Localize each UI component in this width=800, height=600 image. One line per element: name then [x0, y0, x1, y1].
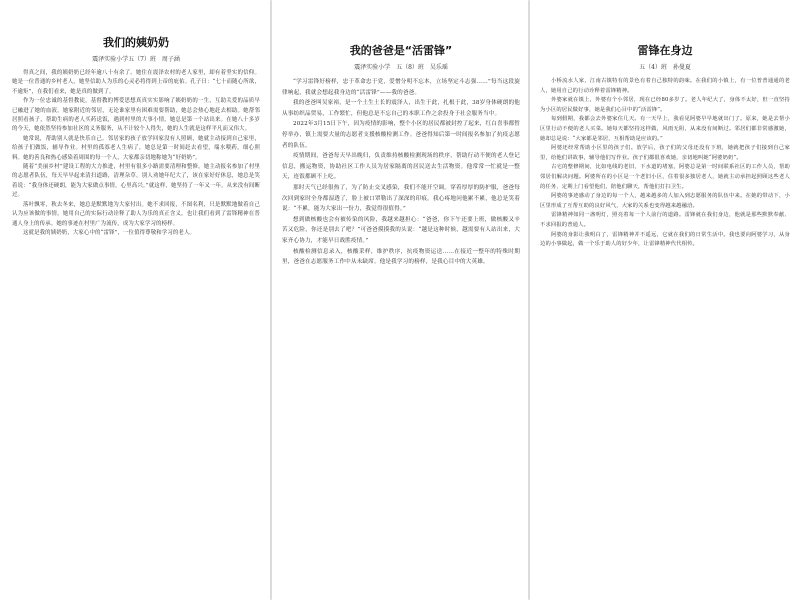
- essay-paragraph: 她常说，帮助别人就是快乐自己。邻居家的孩子放学回家没有人照顾，她就主动接到自己家里，给孩子们做饭，辅导作业。村里的孤寡老人生病了，她总是第一时间赶去看望，端水喂药，细心照料。她的善良和热心感染着周围的每一个人，大家都亲切地称她为“好奶奶”。: [12, 135, 260, 161]
- essay-title: 雷锋在身边: [637, 44, 693, 57]
- essay-paragraph: 阿婆还经常帮助小区里的孩子们。放学后，孩子们的父母还没有下班，她就把孩子们接到自己家里，给他们讲故事，辅导他们写作业。孩子们都很喜欢她，亲切地叫她“阿婆奶奶”。: [540, 145, 790, 161]
- essay-paragraph: 2022年3月15日下午，因为疫情的影响，整个小区的居民都被封控了起来，红白喜事都暂停举办，镇上需要大量的志愿者支援核酸检测工作。爸爸得知后第一时间报名参加了抗疫志愿者的队伍。: [282, 121, 520, 149]
- essay-paragraph: 作为一位忠诚的基督教徒，基督教的博爱思想真真实实影响了姨奶奶的一生，互助关爱的品质早已融进了她的血液。她家附近的邻居，无论谁家里有困难需要帮助，她总会热心地赶去相助。她帮邻居照看孩子，帮助生病的老人买药送饭，遇到村里的大事小情，她总是第一个站出来。在她八十多岁的今天，她依然坚持参加社区的义务服务，从不计较个人得失，她的人生就是这样平凡而又伟大。: [12, 98, 260, 133]
- document-page-left: [0, 0, 270, 600]
- document-page-right: [530, 0, 800, 600]
- essay-paragraph: 每到假期，我都会去外婆家住几天。有一天早上，我看见阿婆早早地就出门了。原来，她是去帮小区里行动不便的老人买菜。她每天都坚持这样做，风雨无阻，从来没有间断过。邻居们都非常感激她，她却总是说：“大家都是邻居，互相帮助是应该的。”: [540, 116, 790, 142]
- essay-byline: 震泽实验小学 五（8）班 吴乐瑶: [354, 64, 448, 71]
- essay-paragraph: 外婆家就在镇上，外婆有个小邻居，现在已经80多岁了。老人年纪大了，身体不太好，但一直坚持为小区的居民做好事，她是我们心目中的“活雷锋”。: [540, 97, 790, 113]
- essay-paragraph: 阿婆的身影让我明白了，雷锋精神并不遥远，它就在我们的日常生活中。我也要向阿婆学习，从身边的小事做起，做一个乐于助人的好少年，让雷锋精神代代相传。: [540, 231, 790, 248]
- essay-paragraph: 核酸检测信息录入，核酸采样，维护秩序，抗疫物资运送……在接近一整年的特殊时期里，爸爸在志愿服务工作中从未缺席。他是我学习的榜样，是我心目中的大英雄。: [282, 248, 520, 266]
- essay-paragraph: 随着“美丽乡村”建设工程的大力推进，村里有很多小路需要清理和整修。她主动报名参加了村里的志愿者队伍，每天早早起来清扫道路，清理杂草。别人劝她年纪大了，该在家好好休息，她总是笑着说：“我身体还硬朗，能为大家做点事情，心里高兴。”就这样，她坚持了一年又一年，从来没有间断过。: [12, 164, 260, 199]
- essay-paragraph: 那时天气已经很热了，为了防止交叉感染，我们不能开空调。穿着厚厚的防护服，爸爸每次回到家时全身都湿透了，脸上被口罩勒出了深深的印痕。我心疼地问他累不累，他总是笑着说：“不累，能为大家出一份力，我觉得很值得。”: [282, 184, 520, 213]
- essay-byline: 震泽实验小学五（7）班 周子涵: [92, 56, 180, 63]
- essay-paragraph: 雷锋精神如同一盏明灯，照亮着每一个人前行的道路。雷锋就在我们身边，他就是那些默默奉献、不求回报的普通人。: [540, 212, 790, 228]
- document-page-middle: [272, 0, 528, 600]
- essay-paragraph: 我的爸爸叫吴家裕，是一个土生土长的震泽人，出生于此，扎根于此，38岁身体硬朗的他从事纺织品贸易，工作繁忙，但他总是不忘自己的本职工作之余投身于社会服务当中。: [282, 100, 520, 117]
- essay-title: 我们的姨奶奶: [103, 36, 169, 49]
- essay-paragraph: 小桥流水人家，江南古镇特有的景色有着自己独特的韵味。在我们的小镇上，有一位普普通通的老人，她用自己的行动诠释着雷锋精神。: [540, 78, 790, 94]
- essay-byline: 五（4）班 孙曼夏: [639, 64, 691, 71]
- essay-paragraph: 阿婆的事迹感动了身边的每一个人，越来越多的人加入到志愿服务的队伍中来。在她的带动下，小区里形成了互帮互助的良好风气，大家的关系也变得越来越融洽。: [540, 193, 790, 209]
- essay-paragraph: 古宅的整修期间，比如电线的老旧，下水道的堵塞，阿婆总是第一时间联系社区的工作人员，帮助邻居们解决问题。阿婆所在的小区是一个老旧小区，住着很多独居老人，她就主动承担起照顾这些老人的任务，定期上门看望他们，陪他们聊天，帮他们打扫卫生。: [540, 164, 790, 190]
- essay-paragraph: 疫情期间，爸爸每天早出晚归，负责维持核酸检测现场的秩序，帮助行动不便的老人登记信息，搬运物资，协助社区工作人员为居家隔离的居民送去生活物资。他常常一忙就是一整天，连饭都顾不上吃。: [282, 153, 520, 181]
- essay-paragraph: 想到做核酸也会有被传染的风险，我越来越担心：“爸爸，你下午还要上班，做核酸又辛苦又危险，你还是别去了吧？”可爸爸摸摸我的头说：“越是这种时候，越需要有人站出来，大家齐心协力，才能早日战胜疫情。”: [282, 216, 520, 244]
- essay-paragraph: “学习雷锋好榜样，忠于革命忠于党，爱憎分明不忘本，立场坚定斗志强……”每当这段旋律响起，我就会想起我身边的“活雷锋”——我的爸爸。: [282, 79, 520, 96]
- essay-paragraph: 落叶飘零，秋去冬来，她总是默默地为大家付出。她不求回报，不图名利，只是默默地做着自己认为应该做的事情。她用自己的实际行动诠释了助人为乐的真正含义，也让我们看到了雷锋精神在普通人身上的传承。她的事迹在村里广为流传，成为大家学习的榜样。: [12, 201, 260, 227]
- essay-title: 我的爸爸是“活雷锋”: [349, 44, 453, 57]
- essay-paragraph: 这就是我的姨奶奶，大家心中的“雷锋”，一位值得尊敬和学习的老人。: [23, 229, 196, 236]
- essay-paragraph: 得真之间，我的姨奶奶已经年逾八十有余了。她住在震泽农村的老人家里，却有着坚实的信仰。她是一位普通的乡村老人，她坚信助人为乐的心灵必将得到上帝的庇佑。孔子曰：“七十而随心所欲，不逾矩”，在我们看来，她是真的做到了。: [12, 70, 260, 95]
